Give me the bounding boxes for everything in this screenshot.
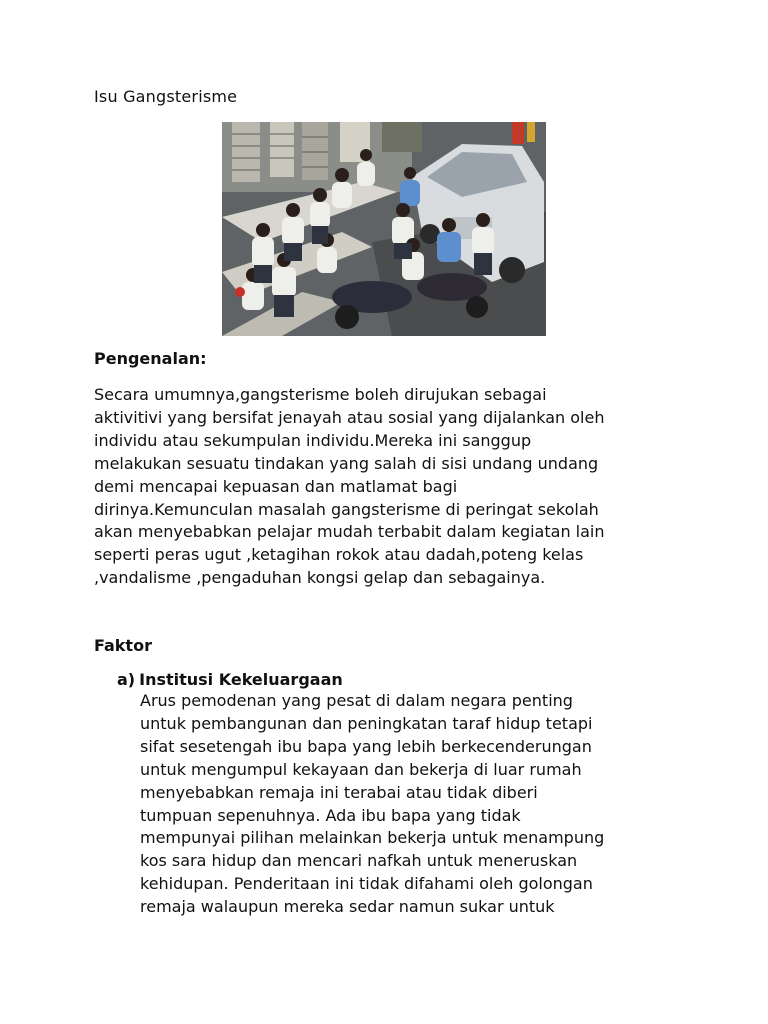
factor-a-line: remaja walaupun mereka sedar namun sukar untuk — [140, 897, 555, 917]
factor-a-line: untuk pembangunan dan peningkatan taraf hidup tetapi — [140, 713, 593, 733]
intro-heading: Pengenalan: — [94, 349, 207, 368]
intro-line: aktivitivi yang bersifat jenayah atau sosial yang dijalankan oleh — [94, 407, 605, 427]
intro-paragraph — [94, 384, 694, 590]
photo-illustration — [222, 122, 546, 336]
factor-heading: Faktor — [94, 636, 152, 655]
intro-line: individu atau sekumpulan individu.Mereka ini sanggup — [94, 430, 532, 450]
factor-a-title: Institusi Kekeluargaan — [139, 670, 343, 689]
factor-a-line: tumpuan sepenuhnya. Ada ibu bapa yang tidak — [140, 805, 521, 825]
factor-a-line: mempunyai pilihan melainkan bekerja untuk menampung — [140, 828, 605, 848]
intro-line: demi mencapai kepuasan dan matlamat bagi — [94, 476, 458, 496]
factor-a-paragraph — [140, 690, 700, 919]
intro-line: melakukan sesuatu tindakan yang salah di sisi undang undang — [94, 453, 599, 473]
factor-a-line: kehidupan. Penderitaan ini tidak difahami oleh golongan — [140, 874, 593, 894]
intro-line: Secara umumnya,gangsterisme boleh dirujukan sebagai — [94, 385, 547, 404]
factor-a-line: kos sara hidup dan mencari nafkah untuk meneruskan — [140, 851, 578, 871]
intro-line: ,vandalisme ,pengaduhan kongsi gelap dan sebagainya. — [94, 568, 546, 588]
intro-line: dirinya.Kemunculan masalah gangsterisme di peringat sekolah — [94, 499, 599, 519]
intro-line: seperti peras ugut ,ketagihan rokok atau dadah,poteng kelas — [94, 545, 584, 565]
gangsterism-photo — [222, 122, 546, 336]
document-title: Isu Gangsterisme — [94, 87, 238, 106]
list-marker: a) — [117, 670, 136, 689]
factor-a-line: menyebabkan remaja ini terabai atau tidak diberi — [140, 782, 538, 802]
factor-a-line: Arus pemodenan yang pesat di dalam negara penting — [140, 691, 573, 710]
factor-a-heading — [117, 670, 343, 689]
factor-a-line: untuk mengumpul kekayaan dan bekerja di luar rumah — [140, 759, 582, 779]
intro-line: akan menyebabkan pelajar mudah terbabit dalam kegiatan lain — [94, 522, 605, 542]
factor-a-line: sifat sesetengah ibu bapa yang lebih berkecenderungan — [140, 736, 592, 756]
